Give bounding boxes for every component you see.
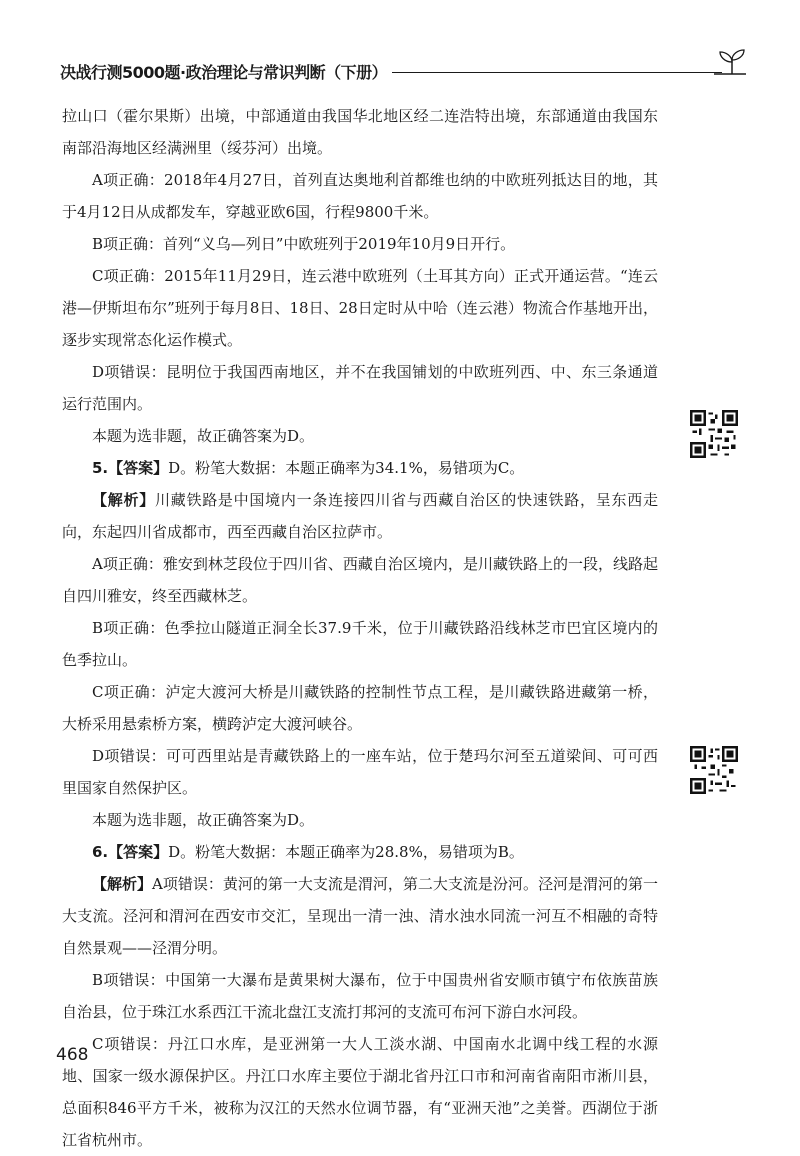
paragraph: 拉山口（霍尔果斯）出境，中部通道由我国华北地区经二连浩特出境，东部通道由我国东南部沿海地区经满洲里（绥芬河）出境。 [62,107,658,157]
running-header [40,48,755,88]
answer-line-q5: 5.【答案】D。粉笔大数据：本题正确率为34.1%，易错项为C。 [92,459,525,477]
analysis-line-q5: 【解析】川藏铁路是中国境内一条连接四川省与西藏自治区的快速铁路，呈东西走向，东起四川省成都市，西至西藏自治区拉萨市。 [62,491,658,541]
paragraph: D项错误：昆明位于我国西南地区，并不在我国铺划的中欧班列西、中、东三条通道运行范围内。 [62,363,658,413]
header-rule [392,72,722,73]
paragraph: D项错误：可可西里站是青藏铁路上的一座车站，位于楚玛尔河至五道梁间、可可西里国家自然保护区。 [62,747,658,797]
book-title: 决战行测5000题·政治理论与常识判断（下册） [60,63,388,82]
paragraph: A项正确：2018年4月27日，首列直达奥地利首都维也纳的中欧班列抵达目的地，其于4月12日从成都发车，穿越亚欧6国，行程9800千米。 [62,171,658,221]
qr-code-icon [690,746,738,794]
answer-label: 6.【答案】 [92,843,169,861]
paragraph: B项错误：中国第一大瀑布是黄果树大瀑布，位于中国贵州省安顺市镇宁布依族苗族自治县，位于珠江水系西江干流北盘江支流打邦河的支流可布河下游白水河段。 [62,971,658,1021]
qr-code-icon [690,410,738,458]
paragraph: B项正确：色季拉山隧道正洞全长37.9千米，位于川藏铁路沿线林芝市巴宜区境内的色季拉山。 [62,619,658,669]
analysis-label: 【解析】 [92,491,155,509]
paragraph: A项正确：雅安到林芝段位于四川省、西藏自治区境内，是川藏铁路上的一段，线路起自四川雅安，终至西藏林芝。 [62,555,658,605]
page-number: 468 [56,1045,89,1065]
paragraph: B项正确：首列“义乌—列日”中欧班列于2019年10月9日开行。 [92,235,516,253]
paragraph: C项错误：丹江口水库，是亚洲第一大人工淡水湖、中国南水北调中线工程的水源地、国家一级水源保护区。丹江口水库主要位于湖北省丹江口市和河南省南阳市淅川县，总面积846平方千米，被称为汉江的天然水位调节器，有“亚洲天池”之美誉。西湖位于浙江省杭州市。 [62,1035,658,1149]
analysis-label: 【解析】 [92,875,153,893]
paragraph: C项正确：泸定大渡河大桥是川藏铁路的控制性节点工程，是川藏铁路进藏第一桥，大桥采用悬索桥方案，横跨泸定大渡河峡谷。 [62,683,658,733]
paragraph: 本题为选非题，故正确答案为D。 [92,427,315,445]
answer-label: 5.【答案】 [92,459,169,477]
page-body [62,100,658,1156]
paragraph: 本题为选非题，故正确答案为D。 [92,811,315,829]
analysis-line-q6: 【解析】A项错误：黄河的第一大支流是渭河，第二大支流是汾河。泾河是渭河的第一大支流。泾河和渭河在西安市交汇，呈现出一清一浊、清水浊水同流一河互不相融的奇特自然景观——泾渭分明。 [62,875,658,957]
answer-line-q6: 6.【答案】D。粉笔大数据：本题正确率为28.8%，易错项为B。 [92,843,524,861]
paragraph: C项正确：2015年11月29日，连云港中欧班列（土耳其方向）正式开通运营。“连云港—伊斯坦布尔”班列于每月8日、18日、28日定时从中哈（连云港）物流合作基地开出，逐步实现常态化运作模式。 [62,267,658,349]
leaf-icon [712,48,752,82]
